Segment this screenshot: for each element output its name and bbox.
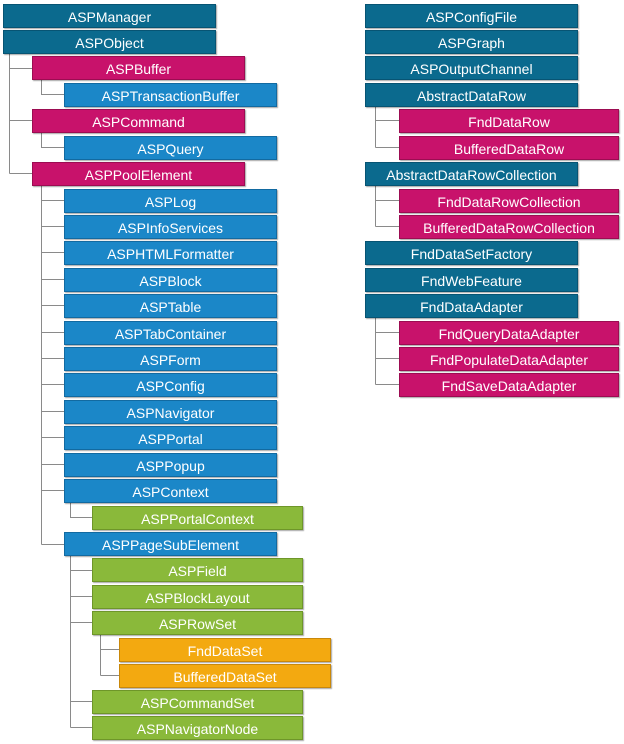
node-asp-pool-element: ASPPoolElement	[32, 162, 245, 186]
node-asp-portal-context: ASPPortalContext	[92, 506, 303, 530]
node-asp-popup: ASPPopup	[64, 453, 277, 477]
connector-asp-page-sub-element	[71, 556, 93, 728]
node-fnd-web-feature: FndWebFeature	[365, 268, 578, 292]
node-asp-log: ASPLog	[64, 189, 277, 213]
connector-abstract-data-row	[376, 106, 400, 148]
node-asp-block-layout: ASPBlockLayout	[92, 585, 303, 609]
connector-asp-row-set	[101, 634, 120, 676]
node-asp-query: ASPQuery	[64, 136, 277, 160]
connector-fnd-data-adapter	[376, 317, 400, 385]
node-asp-form: ASPForm	[64, 347, 277, 371]
node-asp-field: ASPField	[92, 558, 303, 582]
node-fnd-query-data-adapter: FndQueryDataAdapter	[399, 321, 619, 345]
connector-asp-object	[10, 54, 33, 174]
node-fnd-data-set-factory: FndDataSetFactory	[365, 241, 578, 265]
node-fnd-data-set: FndDataSet	[119, 638, 331, 662]
node-abstract-data-row: AbstractDataRow	[365, 83, 578, 107]
connector-asp-context	[71, 502, 93, 518]
connector-abstract-data-row-collection	[376, 185, 400, 227]
node-buffered-data-set: BufferedDataSet	[119, 664, 331, 688]
node-fnd-save-data-adapter: FndSaveDataAdapter	[399, 373, 619, 397]
connector-asp-command	[42, 132, 65, 148]
node-asp-block: ASPBlock	[64, 268, 277, 292]
node-asp-context: ASPContext	[64, 479, 277, 503]
node-asp-command: ASPCommand	[32, 109, 245, 133]
node-asp-command-set: ASPCommandSet	[92, 690, 303, 714]
node-asp-config: ASPConfig	[64, 373, 277, 397]
connector-asp-buffer	[42, 80, 65, 95]
node-asp-manager: ASPManager	[3, 4, 216, 28]
node-asp-navigator-node: ASPNavigatorNode	[92, 716, 303, 740]
node-asp-navigator: ASPNavigator	[64, 400, 277, 424]
node-asp-graph: ASPGraph	[365, 30, 578, 54]
node-asp-page-sub-element: ASPPageSubElement	[64, 532, 277, 556]
node-asp-info-services: ASPInfoServices	[64, 215, 277, 239]
node-fnd-data-adapter: FndDataAdapter	[365, 294, 578, 318]
node-asp-buffer: ASPBuffer	[32, 56, 245, 80]
node-fnd-populate-data-adapter: FndPopulateDataAdapter	[399, 347, 619, 371]
node-buffered-data-row: BufferedDataRow	[399, 136, 619, 160]
node-asp-output-channel: ASPOutputChannel	[365, 56, 578, 80]
node-fnd-data-row: FndDataRow	[399, 109, 619, 133]
node-asp-portal: ASPPortal	[64, 426, 277, 450]
connector-asp-pool-element	[42, 185, 65, 545]
node-asp-config-file: ASPConfigFile	[365, 4, 578, 28]
node-abstract-data-row-collection: AbstractDataRowCollection	[365, 162, 578, 186]
node-fnd-data-row-collection: FndDataRowCollection	[399, 189, 619, 213]
node-asp-html-formatter: ASPHTMLFormatter	[64, 241, 277, 265]
node-asp-tab-container: ASPTabContainer	[64, 321, 277, 345]
node-asp-row-set: ASPRowSet	[92, 611, 303, 635]
node-buffered-data-row-collection: BufferedDataRowCollection	[399, 215, 619, 239]
node-asp-object: ASPObject	[3, 30, 216, 54]
node-asp-transaction-buffer: ASPTransactionBuffer	[64, 83, 277, 107]
node-asp-table: ASPTable	[64, 294, 277, 318]
